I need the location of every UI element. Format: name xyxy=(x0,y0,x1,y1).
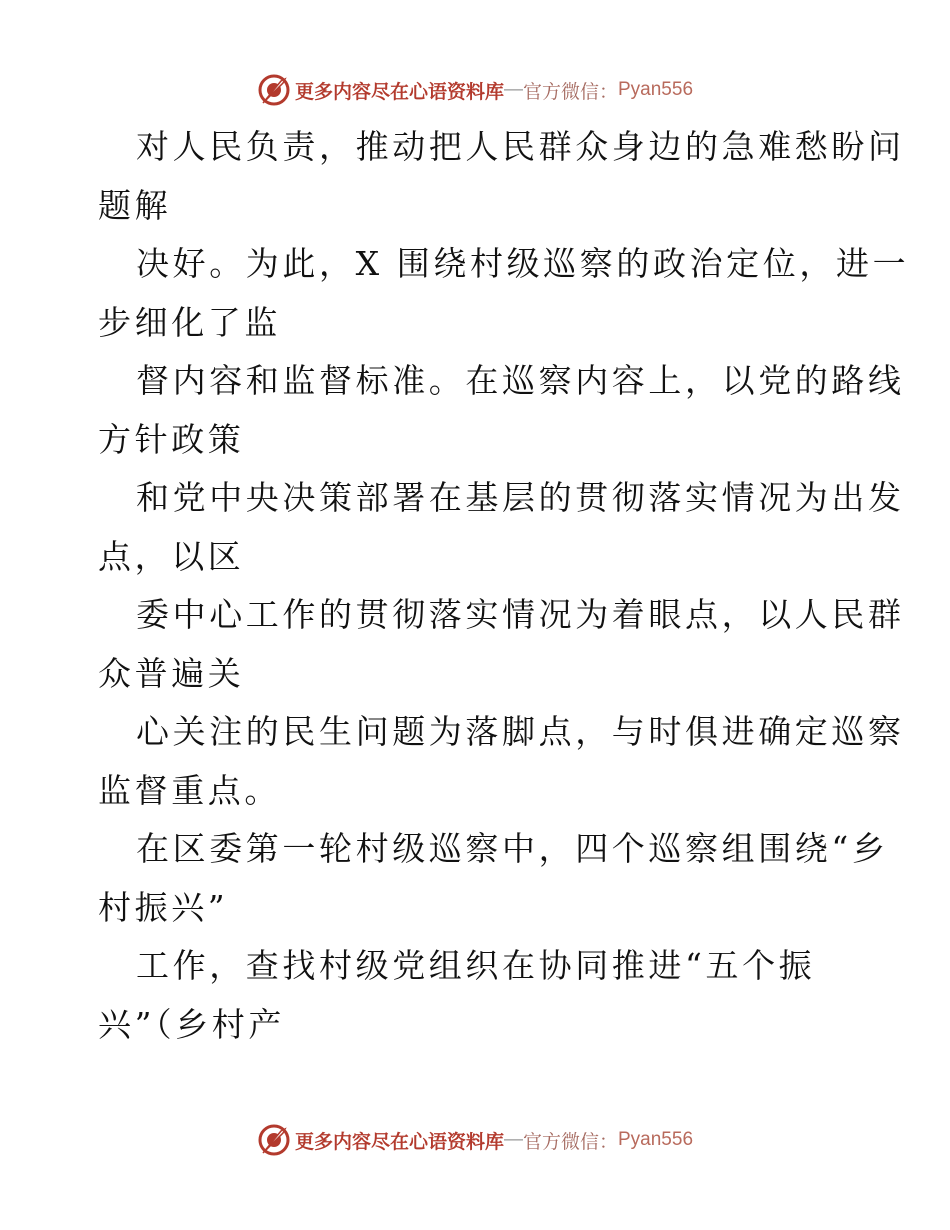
watermark-title: 更多内容尽在心语资料库 xyxy=(294,80,504,103)
text-line: 和党中央决策部署在基层的贯彻落实情况为出发 xyxy=(136,478,905,517)
text-line: 兴”（乡村产 xyxy=(98,1004,285,1044)
text-line: 心关注的民生问题为落脚点，与时俱进确定巡察 xyxy=(136,712,905,751)
quill-logo-icon xyxy=(257,1123,291,1157)
watermark-wechat-id: Pyan556 xyxy=(618,1129,694,1150)
text-line: 监督重点。 xyxy=(98,770,281,810)
body-text xyxy=(98,118,910,1054)
quill-logo-icon xyxy=(257,73,291,107)
text-line: 对人民负责，推动把人民群众身边的急难愁盼问 xyxy=(136,127,905,166)
text-line: 方针政策 xyxy=(98,419,245,459)
text-line: 题解 xyxy=(98,185,172,225)
text-line: 委中心工作的贯彻落实情况为着眼点，以人民群 xyxy=(136,595,905,634)
watermark-wechat-id: Pyan556 xyxy=(618,79,694,100)
text-line: 决好。为此，X 围绕村级巡察的政治定位，进一 xyxy=(136,244,910,283)
footer-watermark xyxy=(0,1123,950,1157)
watermark-dash: — xyxy=(503,79,523,100)
watermark-label: 官方微信： xyxy=(522,1130,618,1153)
text-line: 在区委第一轮村级巡察中，四个巡察组围绕“乡 xyxy=(136,829,889,868)
text-line: 村振兴” xyxy=(98,887,229,927)
text-line: 督内容和监督标准。在巡察内容上，以党的路线 xyxy=(136,361,905,400)
watermark-label: 官方微信： xyxy=(522,80,618,103)
text-line: 点，以区 xyxy=(98,536,245,576)
text-line: 工作，查找村级党组织在协同推进“五个振 xyxy=(136,946,816,985)
text-line: 众普遍关 xyxy=(98,653,245,693)
watermark-title: 更多内容尽在心语资料库 xyxy=(294,1130,504,1153)
text-line: 步细化了监 xyxy=(98,302,281,342)
watermark-dash: — xyxy=(503,1129,523,1150)
header-watermark xyxy=(0,73,950,107)
